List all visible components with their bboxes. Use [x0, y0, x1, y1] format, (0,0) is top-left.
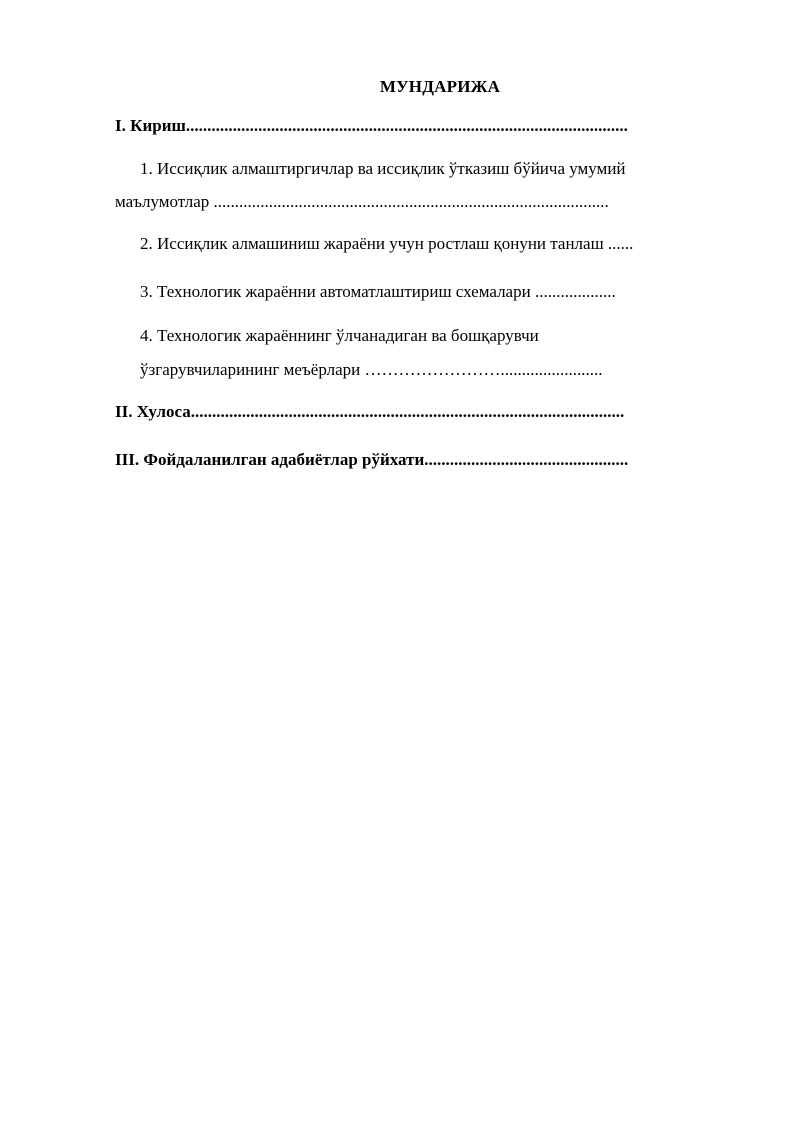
toc-entry-conclusion: II. Хулоса......................................................................................................	[115, 402, 625, 421]
toc-entry-2: 2. Иссиқлик алмашиниш жараёни учун ростлаш қонуни танлаш ......	[140, 234, 634, 253]
toc-entry-references: III. Фойдаланилган адабиётлар рўйхати................................................	[115, 450, 629, 469]
toc-entry-introduction: I. Кириш........................................................................................................	[115, 116, 628, 135]
toc-entry-4-line-2: ўзгарувчиларининг меъёрлари ……………………........................	[140, 360, 603, 379]
toc-entry-3: 3. Технологик жараённи автоматлаштириш схемалари ...................	[140, 282, 616, 301]
toc-entry-1-line-2: маълумотлар .............................................................................................	[115, 192, 609, 211]
document-title: МУНДАРИЖА	[379, 77, 501, 96]
toc-entry-4-line-1: 4. Технологик жараённинг ўлчанадиган ва бошқарувчи	[140, 326, 539, 345]
toc-entry-1-line-1: 1. Иссиқлик алмаштиргичлар ва иссиқлик ўтказиш бўйича умумий	[140, 159, 626, 178]
